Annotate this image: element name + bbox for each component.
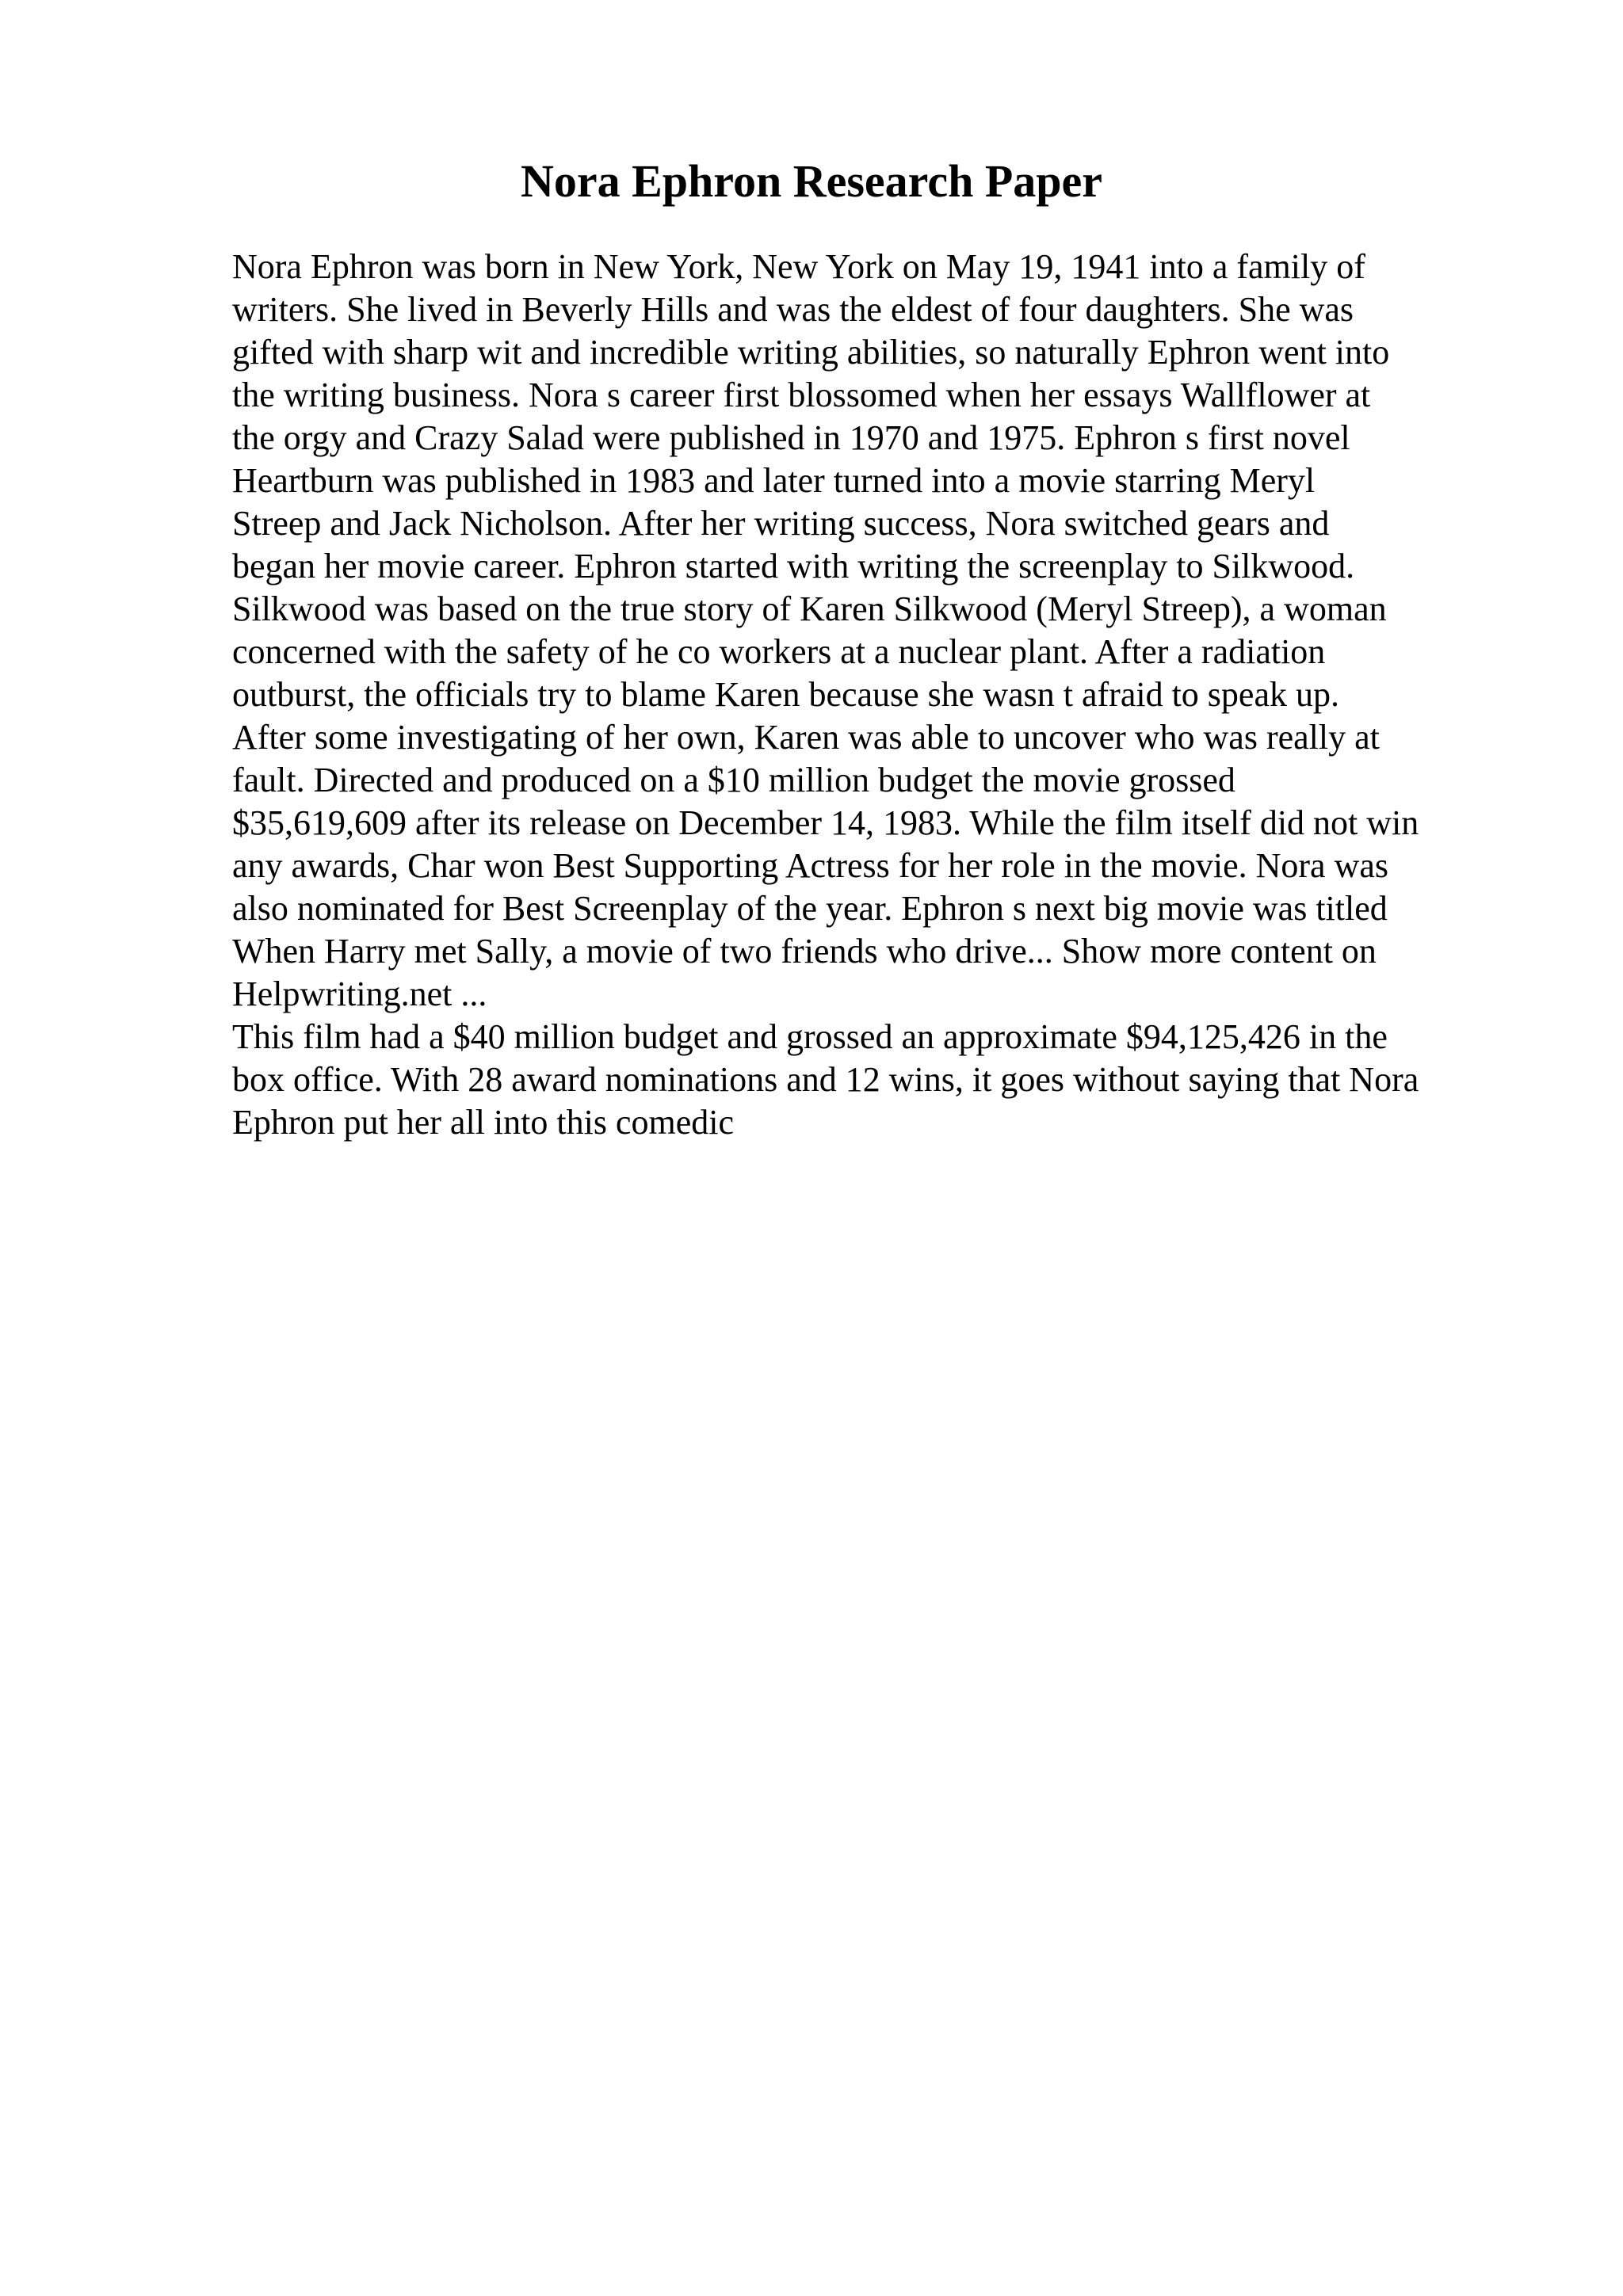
body-line: Helpwriting.net ...: [232, 974, 487, 1013]
body-line: began her movie career. Ephron started with writing the screenplay to Silkwood.: [232, 547, 1355, 585]
body-line: Ephron put her all into this comedic: [232, 1103, 734, 1142]
body-line: the orgy and Crazy Salad were published in 1970 and 1975. Ephron s first novel: [232, 418, 1350, 457]
body-line: Streep and Jack Nicholson. After her writing success, Nora switched gears and: [232, 504, 1330, 543]
document-body: [232, 246, 1508, 1144]
body-line: This film had a $40 million budget and grossed an approximate $94,125,426 in the: [232, 1017, 1388, 1056]
body-line: Nora Ephron was born in New York, New York on May 19, 1941 into a family of: [232, 247, 1365, 286]
body-line: box office. With 28 award nominations and 12 wins, it goes without saying that Nora: [232, 1060, 1419, 1099]
body-line: also nominated for Best Screenplay of the year. Ephron s next big movie was titled: [232, 889, 1388, 928]
body-line: the writing business. Nora s career first blossomed when her essays Wallflower at: [232, 376, 1371, 414]
body-line: When Harry met Sally, a movie of two friends who drive... Show more content on: [232, 932, 1377, 971]
body-line: After some investigating of her own, Karen was able to uncover who was really at: [232, 718, 1380, 757]
body-line: $35,619,609 after its release on December 14, 1983. While the film itself did not win: [232, 803, 1419, 842]
body-line: outburst, the officials try to blame Karen because she wasn t afraid to speak up.: [232, 675, 1339, 714]
body-line: Silkwood was based on the true story of Karen Silkwood (Meryl Streep), a woman: [232, 589, 1387, 628]
body-line: writers. She lived in Beverly Hills and was the eldest of four daughters. She was: [232, 290, 1354, 329]
document-title: Nora Ephron Research Paper: [520, 155, 1103, 207]
body-line: Heartburn was published in 1983 and later turned into a movie starring Meryl: [232, 461, 1316, 500]
body-line: fault. Directed and produced on a $10 million budget the movie grossed: [232, 761, 1235, 799]
body-line: gifted with sharp wit and incredible writing abilities, so naturally Ephron went into: [232, 333, 1390, 372]
body-line: any awards, Char won Best Supporting Actress for her role in the movie. Nora was: [232, 846, 1389, 885]
body-line: concerned with the safety of he co workers at a nuclear plant. After a radiation: [232, 632, 1326, 671]
